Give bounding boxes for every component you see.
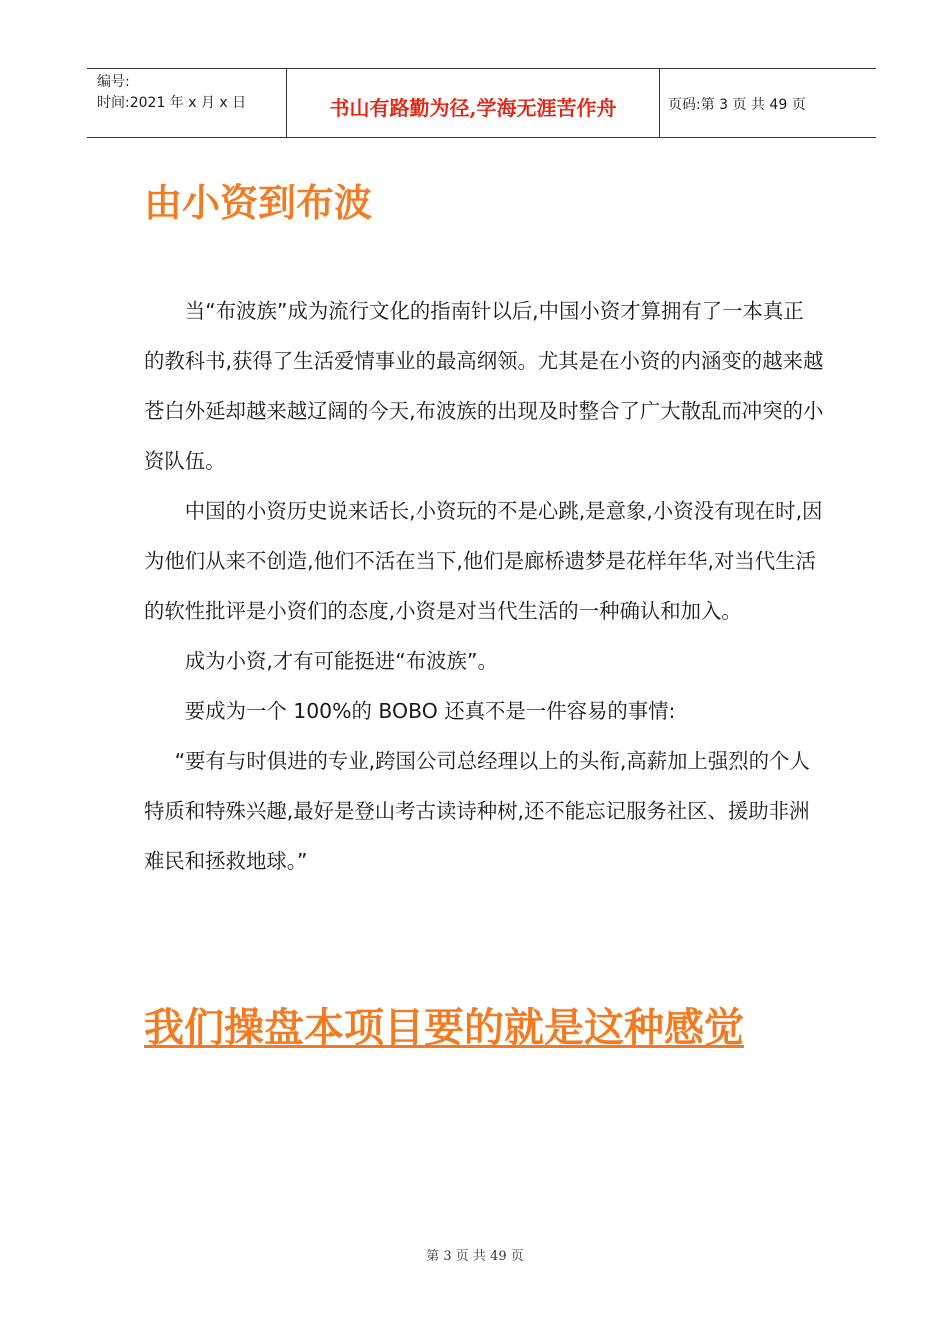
header-date: 时间:2021 年 x 月 x 日 — [97, 95, 247, 111]
paragraph-3: 成为小资,才有可能挺进“布波族”。 — [184, 649, 498, 673]
body-text — [144, 286, 824, 886]
page-header — [87, 68, 876, 138]
section-title-1: 由小资到布波 — [144, 181, 373, 225]
paragraph-2: 中国的小资历史说来话长,小资玩的不是心跳,是意象,小资没有现在时,因为他们从来不创造,他们不活在当下,他们是廊桥遗梦是花样年华,对当代生活的软性批评是小资们的态度,小资是对当代生活的一种确认和加入。 — [144, 499, 823, 623]
paragraph-4: 要成为一个 100%的 BOBO 还真不是一件容易的事情: — [184, 699, 676, 723]
header-motto: 书山有路勤为径,学海无涯苦作舟 — [287, 69, 660, 137]
paragraph-quote: “要有与时俱进的专业,跨国公司总经理以上的头衔,高薪加上强烈的个人特质和特殊兴趣,最好是登山考古读诗种树,还不能忘记服务社区、援助非洲难民和拯救地球。” — [144, 749, 810, 873]
page-footer: 第 3 页 共 49 页 — [426, 1249, 524, 1264]
section-title-2: 我们操盘本项目要的就是这种感觉 — [144, 1005, 744, 1051]
paragraph-1: 当“布波族”成为流行文化的指南针以后,中国小资才算拥有了一本真正的教科书,获得了生活爱情事业的最高纲领。尤其是在小资的内涵变的越来越苍白外延却越来越辽阔的今天,布波族的出现及时整合了广大散乱而冲突的小资队伍。 — [144, 299, 824, 473]
header-meta — [87, 69, 287, 137]
header-code-label: 编号: — [97, 74, 130, 90]
header-page-info: 页码:第 3 页 共 49 页 — [668, 97, 806, 113]
